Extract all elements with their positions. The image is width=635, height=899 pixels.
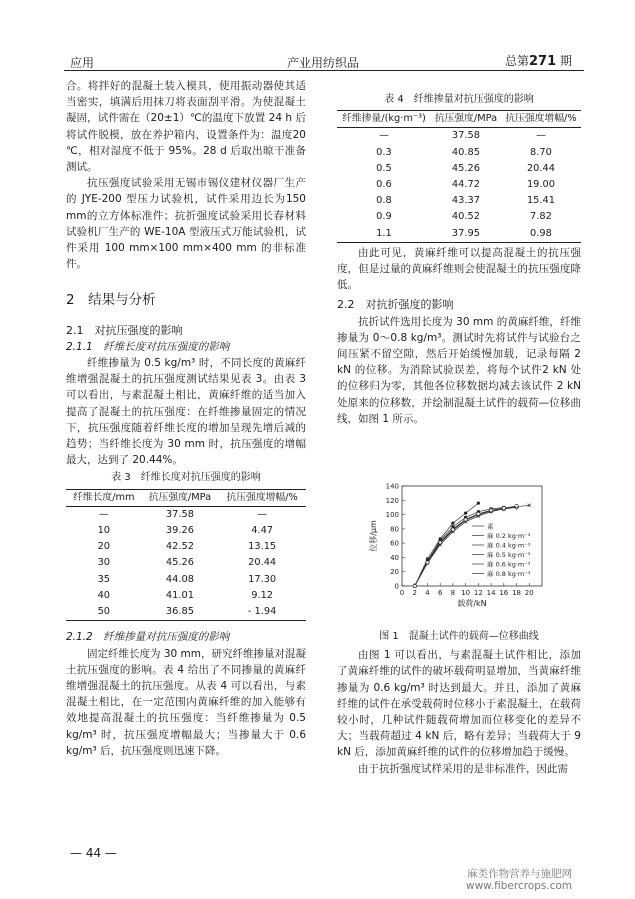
table-cell: 0.8 (376, 195, 392, 207)
y-tick-label: 20 (390, 568, 399, 577)
table-cell: 40.85 (451, 146, 480, 158)
paragraph: 合。将拌好的混凝土装入模具，使用振动器使其适当密实，填满后用抹刀将表面刮平滑。为使混凝土凝固，试件需在（20±1）℃的温度下放置 24 h 后将试件脱模，放在养护箱内，设置条件为：温度20 ℃，相对湿度不低于 95%。28 d 后取出晾干准备测试。 (66, 80, 306, 174)
table-row (66, 506, 306, 523)
table-row (66, 555, 306, 571)
legend-label: 麻 0.2 kg·m⁻³ (487, 532, 531, 540)
table-cell: 13.15 (248, 541, 277, 553)
x-tick-label: 2 (412, 589, 417, 597)
legend-label: 麻 0.4 kg·m⁻³ (487, 541, 531, 550)
x-tick-label: 0 (399, 589, 405, 597)
table-cell: 15.41 (526, 195, 555, 207)
table-cell: 7.82 (530, 211, 552, 223)
table-cell: 36.85 (142, 604, 219, 621)
x-tick-label: 8 (450, 589, 456, 597)
table-cell: 0.6 (376, 179, 392, 191)
table-row (337, 161, 581, 177)
legend-label: 麻 0.5 kg·m⁻³ (487, 551, 531, 559)
table-row (66, 523, 306, 539)
table-row (337, 209, 581, 225)
y-axis-label: 位移/μm (369, 520, 378, 552)
x-tick-label: 4 (425, 589, 430, 597)
table-row (66, 572, 306, 588)
table-cell: 0.9 (376, 211, 392, 223)
table-cell: 0.98 (501, 226, 581, 243)
table-4 (337, 110, 581, 243)
data-point (464, 512, 467, 515)
x-tick-label: 16 (499, 589, 509, 597)
table-row (337, 128, 581, 145)
table-header: 纤维长度/mm (66, 489, 142, 506)
x-tick-label: 12 (473, 589, 483, 597)
table-cell: 44.08 (165, 573, 194, 585)
paragraph: 纤维掺量为 0.5 kg/m³ 时，不同长度的黄麻纤维增强混凝土的抗压强度测试结果见表 3。由表 3 可以看出，与素混凝土相比，黄麻纤维的适当加入提高了混凝土的抗压强度：在纤维掺量固定的情况下，抗压强度随着纤维长度的增加呈现先增后减的趋势；当纤维长度为 30 mm 时，抗压强度的增幅最大，达到了 20.44%。 (66, 357, 306, 467)
table-cell: 39.26 (165, 525, 194, 537)
data-point (451, 528, 454, 531)
legend-label: 麻 0.8 kg·m⁻³ (487, 570, 531, 578)
table-cell: 42.52 (165, 541, 194, 553)
table-cell: 0.5 (376, 162, 392, 174)
x-tick-label: 14 (486, 589, 496, 597)
legend-label: 素 (487, 522, 494, 531)
subsubsection-heading: 2.1.2 纤维掺量对抗压强度的影响 (66, 631, 230, 644)
data-point (464, 518, 467, 521)
left-column (66, 78, 306, 759)
table-caption: 表 3 纤维长度对抗压强度的影响 (111, 472, 261, 484)
table-cell: 41.01 (165, 589, 194, 601)
table-header: 抗压强度增幅/% (501, 111, 581, 128)
table-cell: 37.95 (431, 226, 501, 243)
data-point (413, 584, 416, 587)
table-cell: — (257, 508, 268, 520)
table-header: 纤维掺量/(kg·m⁻³) (337, 111, 431, 128)
legend-label: 麻 0.6 kg·m⁻³ (487, 560, 531, 569)
paragraph: 由于抗折强度试样采用的是非标准件，因此需 (358, 762, 568, 775)
table-cell: — (98, 508, 109, 520)
right-column (337, 90, 581, 427)
data-point (451, 522, 454, 525)
data-point (515, 504, 518, 507)
table-cell: 40 (97, 589, 111, 601)
table-cell: 30 (97, 557, 111, 569)
table-header: 抗压强度增幅/% (218, 489, 306, 506)
table-row (66, 604, 306, 621)
header-journal: 产业用纺织品 (287, 56, 360, 70)
data-point (439, 541, 442, 544)
table-row (337, 226, 581, 243)
page-number: — 44 — (70, 846, 117, 860)
table-cell: 10 (97, 525, 111, 537)
running-header (0, 44, 635, 70)
series-line (415, 503, 479, 586)
table-header: 抗压强度/MPa (142, 489, 219, 506)
table-row (337, 145, 581, 161)
data-point (477, 512, 480, 515)
x-tick-label: 10 (461, 589, 471, 597)
figure-1 (360, 480, 560, 614)
table-cell: 37.58 (165, 508, 194, 520)
y-tick-label: 40 (390, 553, 399, 562)
y-tick-label: 140 (385, 482, 399, 491)
data-point (477, 502, 480, 505)
paragraph: 固定纤维长度为 30 mm，研究纤维掺量对混凝土抗压强度的影响。表 4 给出了不同掺量的黄麻纤维增强混凝土的抗压强度。从表 4 可以看出，与素混凝土相比，在一定范围内黄麻纤维的加入能够有效地提高混凝土的抗压强度：当纤维掺量为 0.5 kg/m³ 时，抗压强度增幅最大；当掺量大于 0.6 kg/m³ 后，抗压强度则迅速下降。 (66, 647, 306, 757)
table-cell: 45.26 (165, 557, 194, 569)
table-cell: 44.72 (451, 179, 480, 191)
table-cell: 4.47 (251, 525, 274, 537)
data-point (489, 509, 492, 512)
table-cell: — (379, 130, 389, 142)
figure-caption: 图 1 混凝土试件的载荷—位移曲线 (379, 631, 539, 642)
table-cell: 1.1 (337, 226, 431, 243)
table-cell: 37.58 (451, 130, 480, 142)
load-displacement-chart (360, 480, 560, 610)
y-tick-label: 100 (385, 511, 399, 520)
table-cell: 35 (97, 573, 111, 585)
table-cell: 19.00 (526, 179, 555, 191)
data-point (426, 561, 429, 564)
paragraph: 由此可见，黄麻纤维可以提高混凝土的抗压强度，但是过量的黄麻纤维则会使混凝土的抗压强度降低。 (337, 246, 581, 292)
table-cell: 20.44 (248, 557, 277, 569)
y-tick-label: 80 (390, 525, 399, 534)
table-header: 抗压强度/MPa (431, 111, 501, 128)
y-tick-label: 0 (394, 582, 399, 591)
table-cell: 50 (66, 604, 142, 621)
table-row (66, 539, 306, 555)
table-cell: — (536, 130, 546, 142)
x-axis-label: 载荷/kN (457, 599, 487, 608)
table-caption: 表 4 纤维掺量对抗压强度的影响 (384, 94, 534, 105)
paragraph: 由图 1 可以看出，与素混凝土试件相比，添加了黄麻纤维的试件的破坏载荷明显增加，当黄麻纤维掺量为 0.6 kg/m³ 时达到最大。并且，添加了黄麻纤维的试件在承受载荷时位移小于素混凝土，在载荷较小时，几种试件随载荷增加而位移变化的差异不大；当载荷超过 4 kN 后，略有差异；当载荷大于 9 kN 后，添加黄麻纤维的试件的位移增加趋于缓慢。 (337, 649, 581, 759)
subsection-heading: 2.1 对抗压强度的影响 (66, 323, 183, 337)
x-tick-label: 20 (524, 589, 534, 597)
table-3 (66, 489, 306, 622)
table-cell: 20.44 (526, 162, 555, 174)
x-tick-label: 18 (512, 589, 522, 597)
table-cell: 20 (97, 541, 111, 553)
paragraph: 抗压强度试验采用无锡市锡仪建材仪器厂生产的 JYE-200 型压力试验机，试件采用边长为150 mm的立方体标准件；抗折强度试验采用长春材料试验机厂生产的 WE-10A 型液压式万能试验机，试件采用 100 mm×100 mm×400 mm 的非标准件。 (66, 177, 306, 271)
y-tick-label: 60 (390, 539, 399, 548)
header-rule (64, 70, 584, 71)
right-column-lower (337, 627, 581, 777)
table-row (337, 177, 581, 193)
table-row (66, 588, 306, 604)
table-cell: 40.52 (451, 211, 480, 223)
table-cell: 43.37 (451, 195, 480, 207)
watermark: 麻类作物营养与施肥网 www.fibercrops.com (466, 868, 573, 892)
table-row (337, 193, 581, 209)
paragraph: 抗折试件选用长度为 30 mm 的黄麻纤维，纤维掺量为 0～0.8 kg/m³。测试时先将试件与试验台之间压紧不留空隙，然后开始缓慢加载，记录每隔 2 kN 的位移。为消除试验误差，将每个试件2 kN 处的位移归为零，其他各位移数据均减去该试件 2 kN处原来的位移数，并绘制混凝土试件的载荷—位移曲线，如图 1 所示。 (337, 315, 581, 425)
table-cell: 8.70 (530, 146, 552, 158)
header-issue: 总第271 期 (505, 54, 572, 69)
header-section: 应用 (70, 56, 95, 70)
y-tick-label: 120 (385, 496, 399, 505)
table-cell: 45.26 (451, 162, 480, 174)
data-point (502, 507, 505, 510)
x-tick-label: 6 (437, 589, 443, 597)
table-cell: 0.3 (376, 146, 392, 158)
table-cell: - 1.94 (218, 604, 306, 621)
subsection-heading: 2.2 对抗折强度的影响 (337, 298, 454, 312)
section-heading: 2 结果与分析 (66, 292, 156, 309)
subsubsection-heading: 2.1.1 纤维长度对抗压强度的影响 (66, 340, 230, 353)
table-cell: 17.30 (248, 573, 277, 585)
table-cell: 9.12 (251, 589, 274, 601)
